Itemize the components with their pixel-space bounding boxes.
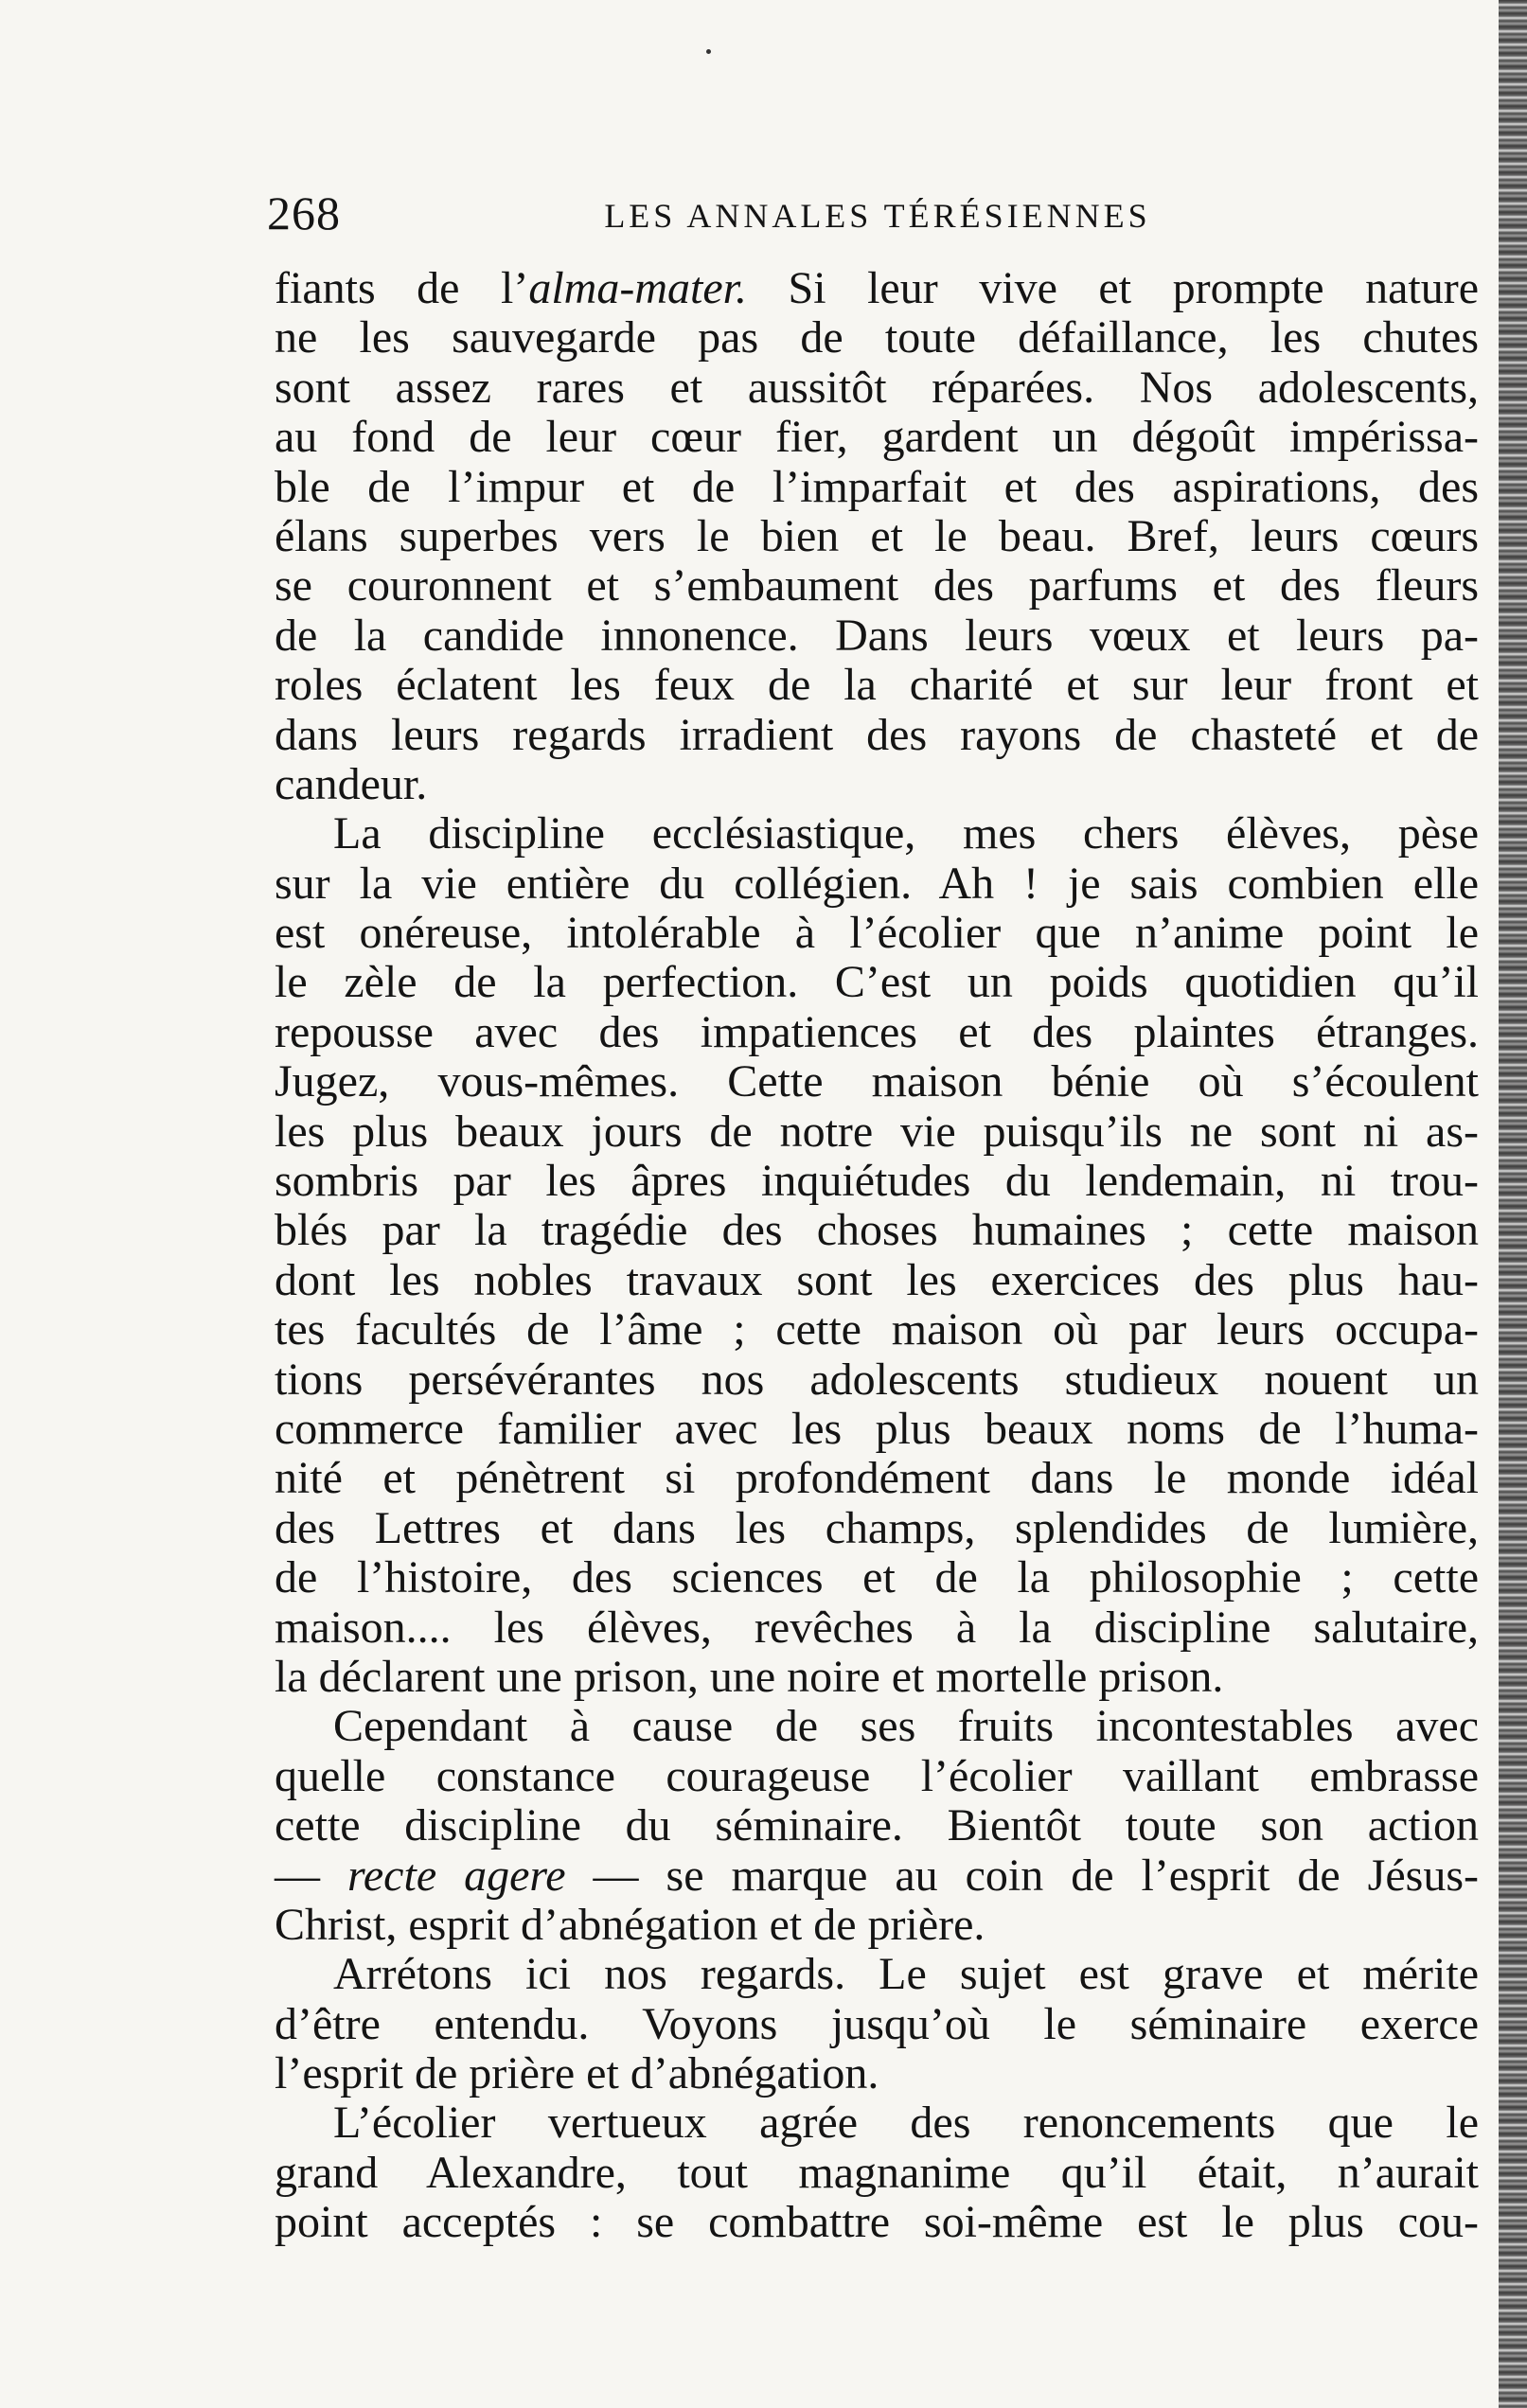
text-line: ble de l’impur et de l’imparfait et des aspirations, des bbox=[275, 461, 1479, 512]
ink-speck bbox=[706, 49, 711, 54]
text-segment: — se marque au coin de l’esprit de Jésus- bbox=[565, 1850, 1480, 1901]
text-line bbox=[275, 264, 1479, 313]
text-line: tes facultés de l’âme ; cette maison où par leurs occupa- bbox=[275, 1304, 1479, 1355]
text-segment: Si leur vive et prompte nature bbox=[746, 263, 1479, 313]
text-line: roles éclatent les feux de la charité et sur leur front et bbox=[275, 660, 1479, 711]
text-line: maison.... les élèves, revêches à la discipline salutaire, bbox=[275, 1602, 1479, 1653]
text-line bbox=[275, 1851, 1479, 1901]
text-line: Arrétons ici nos regards. Le sujet est grave et mérite bbox=[333, 1949, 1479, 2000]
text-line: dans leurs regards irradient des rayons de chasteté et de bbox=[275, 709, 1479, 760]
text-line: se couronnent et s’embaument des parfums et des fleurs bbox=[275, 560, 1479, 611]
text-line: ne les sauvegarde pas de toute défaillance, les chutes bbox=[275, 312, 1479, 363]
text-line: Cependant à cause de ses fruits incontestables avec bbox=[333, 1701, 1479, 1752]
text-line: Jugez, vous-mêmes. Cette maison bénie où s’écoulent bbox=[275, 1056, 1479, 1107]
text-line: grand Alexandre, tout magnanime qu’il était, n’aurait bbox=[275, 2147, 1479, 2198]
italic-phrase: alma-mater. bbox=[528, 263, 747, 313]
text-line: sont assez rares et aussitôt réparées. Nos adolescents, bbox=[275, 362, 1479, 413]
text-line: cette discipline du séminaire. Bientôt toute son action bbox=[275, 1800, 1479, 1851]
page-header bbox=[267, 180, 1488, 246]
text-line: d’être entendu. Voyons jusqu’où le séminaire exerce bbox=[275, 1998, 1479, 2049]
text-line: l’esprit de prière et d’abnégation. bbox=[275, 2048, 879, 2099]
text-line: Christ, esprit d’abnégation et de prière. bbox=[275, 1899, 985, 1950]
text-segment: — bbox=[275, 1850, 347, 1901]
text-line: repousse avec des impatiences et des plaintes étranges. bbox=[275, 1006, 1479, 1057]
text-segment: fiants de l’ bbox=[275, 263, 529, 313]
running-title: LES ANNALES TÉRÉSIENNES bbox=[604, 197, 1151, 235]
text-line: dont les nobles travaux sont les exercices des plus hau- bbox=[275, 1254, 1479, 1305]
page-number: 268 bbox=[267, 186, 341, 239]
text-line: point acceptés : se combattre soi-même est le plus cou- bbox=[275, 2197, 1479, 2248]
text-line: la déclarent une prison, une noire et mortelle prison. bbox=[275, 1651, 1224, 1702]
text-line: candeur. bbox=[275, 758, 428, 809]
text-line: nité et pénètrent si profondément dans le monde idéal bbox=[275, 1453, 1479, 1504]
text-line: tions persévérantes nos adolescents studieux nouent un bbox=[275, 1354, 1479, 1405]
text-line: de l’histoire, des sciences et de la philosophie ; cette bbox=[275, 1552, 1479, 1603]
text-line: élans superbes vers le bien et le beau. Bref, leurs cœurs bbox=[275, 510, 1479, 561]
text-line: des Lettres et dans les champs, splendides de lumière, bbox=[275, 1502, 1479, 1553]
text-line: La discipline ecclésiastique, mes chers élèves, pèse bbox=[333, 808, 1479, 859]
text-line: les plus beaux jours de notre vie puisqu’ils ne sont ni as- bbox=[275, 1106, 1479, 1157]
text-line: le zèle de la perfection. C’est un poids quotidien qu’il bbox=[275, 957, 1479, 1008]
text-line: au fond de leur cœur fier, gardent un dégoût impérissa- bbox=[275, 412, 1479, 463]
text-line: blés par la tragédie des choses humaines ; cette maison bbox=[275, 1205, 1479, 1256]
text-line: sombris par les âpres inquiétudes du lendemain, ni trou- bbox=[275, 1156, 1479, 1207]
text-line: quelle constance courageuse l’écolier vaillant embrasse bbox=[275, 1750, 1479, 1801]
body-text bbox=[275, 264, 1479, 2248]
text-line: commerce familier avec les plus beaux noms de l’huma- bbox=[275, 1403, 1479, 1454]
text-line: L’écolier vertueux agrée des renoncements que le bbox=[333, 2098, 1479, 2149]
italic-phrase: recte agere bbox=[346, 1850, 566, 1901]
text-line: sur la vie entière du collégien. Ah ! je sais combien elle bbox=[275, 858, 1479, 909]
text-line: de la candide innonence. Dans leurs vœux et leurs pa- bbox=[275, 610, 1479, 661]
page-binding-edge bbox=[1499, 0, 1527, 2408]
text-line: est onéreuse, intolérable à l’écolier que n’anime point le bbox=[275, 908, 1479, 959]
